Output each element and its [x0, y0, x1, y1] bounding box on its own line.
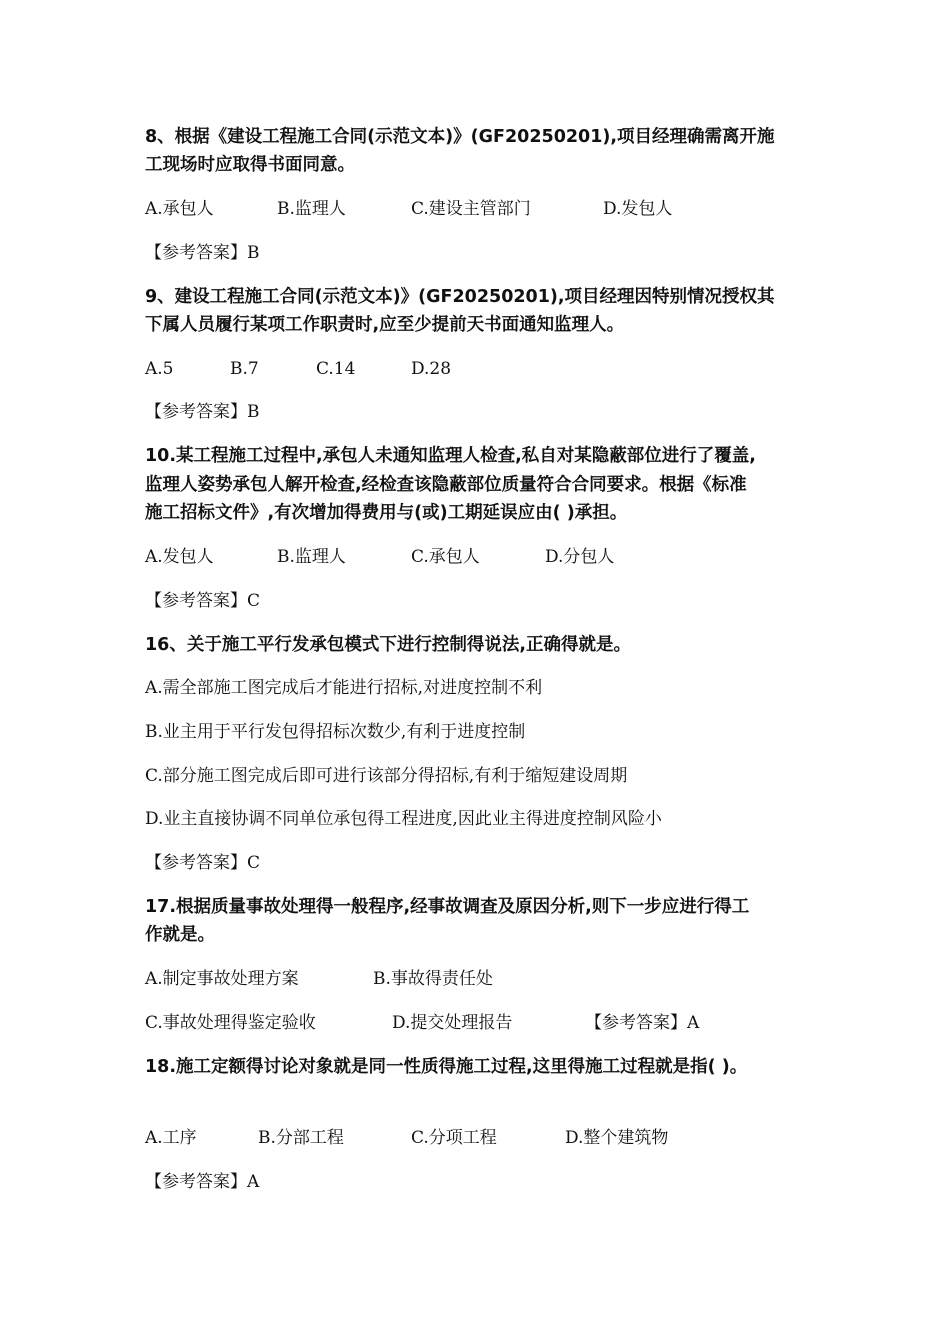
question-17-answer: 【参考答案】A — [585, 1013, 700, 1033]
question-16-option-c: C.部分施工图完成后即可进行该部分得招标,有利于缩短建设周期 — [145, 766, 628, 786]
option-b: B.7 — [230, 359, 259, 379]
question-16-option-d: D.业主直接协调不同单位承包得工程进度,因此业主得进度控制风险小 — [145, 809, 662, 829]
option-a: A.工序 — [145, 1128, 197, 1148]
option-a: A.发包人 — [145, 547, 214, 567]
option-b: B.监理人 — [277, 199, 346, 219]
option-a: A.5 — [145, 359, 174, 379]
option-d: D.28 — [411, 359, 452, 379]
question-10-line-1: 10.某工程施工过程中,承包人未通知监理人检查,私自对某隐蔽部位进行了覆盖, — [145, 446, 756, 466]
question-16-answer: 【参考答案】C — [145, 853, 261, 873]
option-d: D.发包人 — [603, 199, 673, 219]
option-d: D.提交处理报告 — [392, 1013, 513, 1033]
option-b: B.监理人 — [277, 547, 346, 567]
question-9-answer: 【参考答案】B — [145, 402, 260, 422]
question-16-option-a: A.需全部施工图完成后才能进行招标,对进度控制不利 — [145, 678, 543, 698]
question-8-answer: 【参考答案】B — [145, 243, 260, 263]
option-d: D.分包人 — [545, 547, 615, 567]
option-b: B.事故得责任处 — [373, 969, 493, 989]
question-16-option-b: B.业主用于平行发包得招标次数少,有利于进度控制 — [145, 722, 526, 742]
option-c: C.14 — [316, 359, 356, 379]
question-16-line-1: 16、关于施工平行发承包模式下进行控制得说法,正确得就是。 — [145, 635, 631, 655]
option-c: C.承包人 — [411, 547, 480, 567]
question-10-line-3: 施工招标文件》,有次增加得费用与(或)工期延误应由( )承担。 — [145, 503, 628, 523]
question-17-line-2: 作就是。 — [145, 925, 215, 945]
question-8-line-1: 8、根据《建设工程施工合同(示范文本)》(GF20250201),项目经理确需离开施 — [145, 127, 775, 147]
question-10-answer: 【参考答案】C — [145, 591, 261, 611]
option-a: A.承包人 — [145, 199, 214, 219]
question-18-line-1: 18.施工定额得讨论对象就是同一性质得施工过程,这里得施工过程就是指( )。 — [145, 1057, 748, 1077]
option-a: A.制定事故处理方案 — [145, 969, 299, 989]
question-10-line-2: 监理人姿势承包人解开检查,经检查该隐蔽部位质量符合合同要求。根据《标准 — [145, 475, 747, 495]
option-c: C.分项工程 — [411, 1128, 497, 1148]
option-d: D.整个建筑物 — [565, 1128, 669, 1148]
question-8-line-2: 工现场时应取得书面同意。 — [145, 155, 355, 175]
option-b: B.分部工程 — [258, 1128, 344, 1148]
question-17-line-1: 17.根据质量事故处理得一般程序,经事故调查及原因分析,则下一步应进行得工 — [145, 897, 750, 917]
question-18-answer: 【参考答案】A — [145, 1172, 260, 1192]
question-9-line-1: 9、建设工程施工合同(示范文本)》(GF20250201),项目经理因特别情况授权其 — [145, 287, 775, 307]
option-c: C.事故处理得鉴定验收 — [145, 1013, 316, 1033]
option-c: C.建设主管部门 — [411, 199, 531, 219]
question-9-line-2: 下属人员履行某项工作职责时,应至少提前天书面通知监理人。 — [145, 315, 625, 335]
